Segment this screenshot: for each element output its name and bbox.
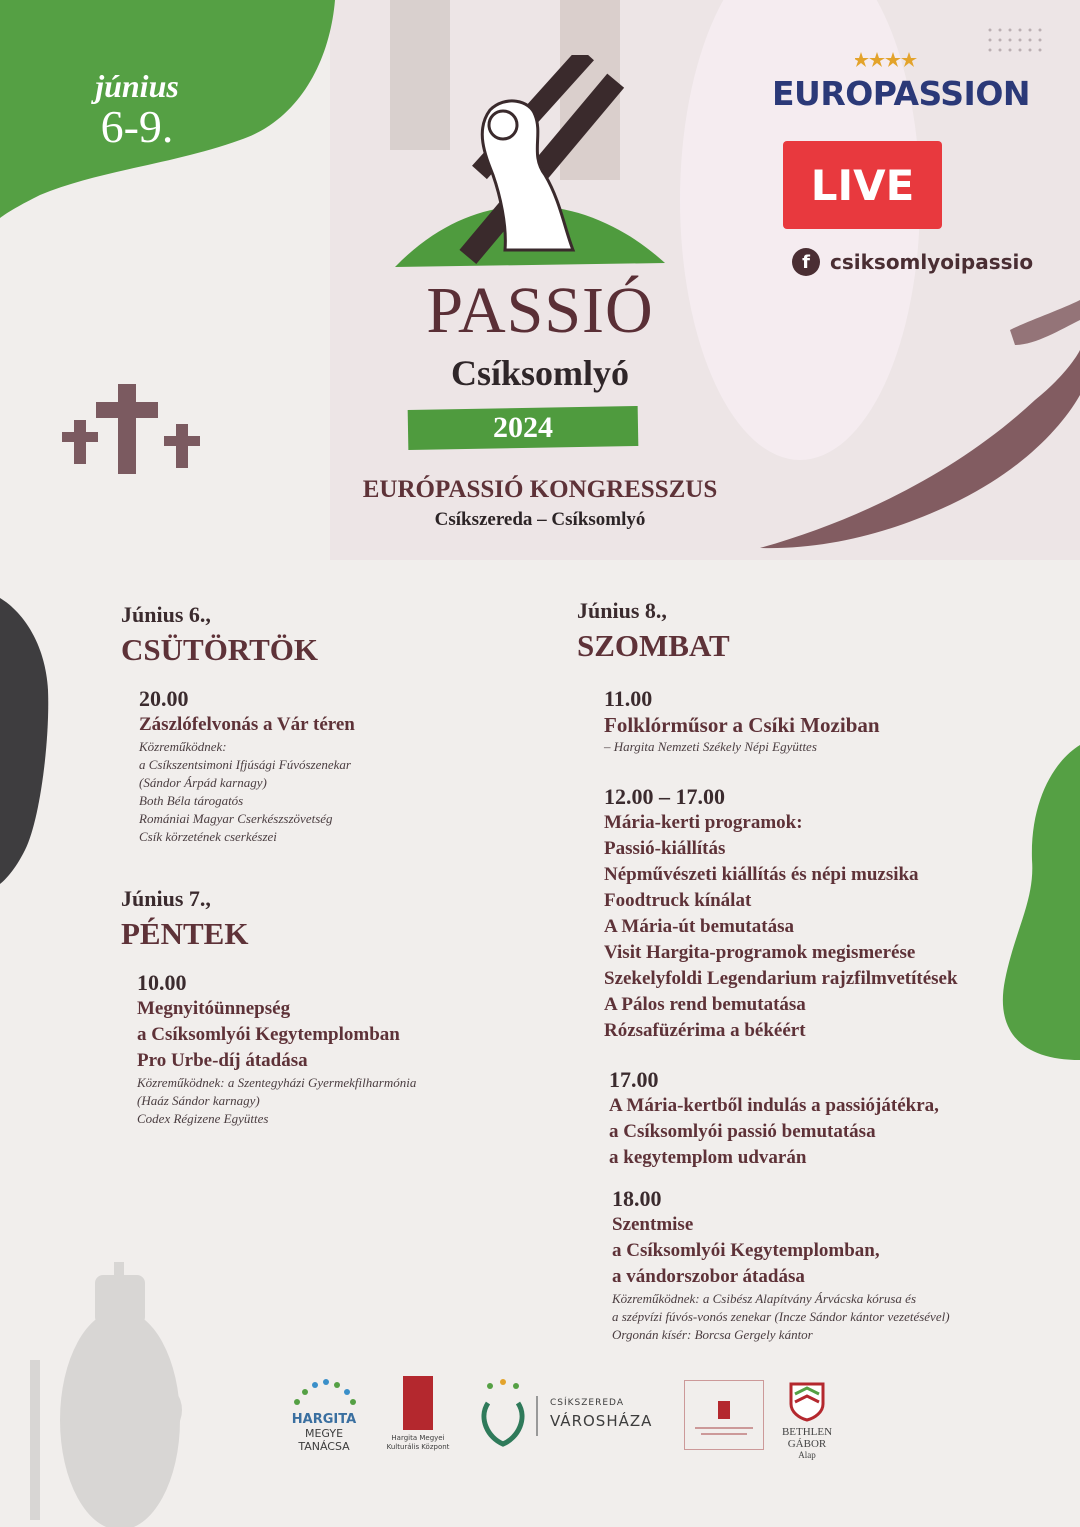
- event-title: Foodtruck kínálat: [604, 890, 752, 911]
- event-title: A Mária-kertből indulás a passiójátékra,: [609, 1095, 939, 1116]
- event-title: a Csíksomlyói passió bemutatása: [609, 1121, 876, 1142]
- sponsor-bethlen: [768, 1380, 846, 1460]
- event-title: Népművészeti kiállítás és népi muzsika: [604, 864, 919, 885]
- event-title: Mária-kerti programok:: [604, 812, 803, 833]
- day-name: SZOMBAT: [577, 628, 730, 663]
- sponsor-kulturalis: [383, 1376, 453, 1452]
- congress-subtitle: Csíkszereda – Csíksomlyó: [434, 509, 646, 530]
- live-button[interactable]: LIVE: [783, 141, 942, 229]
- event-note: a szépvízi fúvós-vonós zenekar (Incze Sándor kántor vezetésével): [612, 1309, 950, 1324]
- sponsor-text: CSÍKSZEREDA: [550, 1398, 624, 1408]
- kulturalis-logo-icon: [403, 1376, 433, 1430]
- brand-year: 2024: [493, 411, 553, 444]
- day-date: Június 8.,: [577, 598, 667, 623]
- brand-place: Csíksomlyó: [450, 353, 630, 393]
- event-sat-1: [604, 686, 880, 756]
- event-note: Codex Régizene Együttes: [137, 1111, 269, 1126]
- event-sat-3: [609, 1067, 939, 1171]
- sponsor-text: MEGYE: [304, 1427, 344, 1440]
- event-title: a Csíksomlyói Kegytemplomban: [137, 1024, 400, 1045]
- event-sat-4: [612, 1186, 950, 1344]
- event-note: Romániai Magyar Cserkészszövetség: [139, 811, 333, 826]
- sponsor-text: VÁROSHÁZA: [550, 1412, 653, 1430]
- event-thu-1: [139, 686, 355, 846]
- event-note: a Csíkszentsimoni Ifjúsági Fúvószenekar: [139, 757, 351, 772]
- coat-of-arms-icon: [685, 1381, 763, 1449]
- event-note: Orgonán kísér: Borcsa Gergely kántor: [612, 1327, 813, 1342]
- event-title: Passió-kiállítás: [604, 838, 726, 859]
- event-note: Közreműködnek:: [139, 739, 227, 754]
- event-title: a vándorszobor átadása: [612, 1266, 805, 1287]
- event-title: A Mária-út bemutatása: [604, 916, 794, 937]
- divider: [536, 1396, 538, 1436]
- sponsor-text: Hargita Megyei: [391, 1434, 445, 1442]
- event-title: a Csíksomlyói Kegytemplomban,: [612, 1240, 880, 1261]
- event-time: 12.00 – 17.00: [604, 784, 725, 809]
- event-note: (Haáz Sándor karnagy): [137, 1093, 260, 1108]
- facebook-handle: csiksomlyoipassio: [830, 250, 1034, 274]
- bethlen-shield-icon: [787, 1380, 827, 1422]
- event-time: 10.00: [137, 970, 187, 995]
- event-title: Rózsafüzérima a békéért: [604, 1020, 806, 1041]
- event-title: Folklórműsor a Csíki Moziban: [604, 713, 880, 737]
- day-header-saturday: [577, 598, 730, 664]
- date-days: 6-9.: [100, 101, 174, 152]
- day-date: Június 6.,: [121, 602, 211, 627]
- event-title: Megnyitóünnepség: [137, 998, 291, 1019]
- facebook-link[interactable]: [792, 248, 1033, 276]
- event-title: Visit Hargita-programok megismerése: [604, 942, 916, 963]
- sponsor-text: BETHLEN GÁBOR: [781, 1426, 833, 1450]
- europassion-logo: EUROPASSION: [772, 74, 1031, 113]
- event-note: (Sándor Árpád karnagy): [139, 775, 267, 790]
- sponsor-hargita: [278, 1378, 370, 1453]
- congress-title: EURÓPASSIÓ KONGRESSZUS: [362, 476, 718, 503]
- event-note: Közreműködnek: a Csibész Alapítvány Árvácska kórusa és: [612, 1291, 917, 1306]
- day-header-friday: [121, 886, 248, 952]
- day-header-thursday: [121, 602, 318, 668]
- event-note: – Hargita Nemzeti Székely Népi Együttes: [604, 739, 817, 754]
- event-time: 17.00: [609, 1067, 659, 1092]
- event-time: 20.00: [139, 686, 189, 711]
- event-time: 11.00: [604, 686, 653, 711]
- hargita-dots-icon: [289, 1378, 359, 1408]
- sponsor-text: Kulturális Központ: [386, 1443, 450, 1451]
- event-sat-2: [604, 784, 958, 1044]
- sponsor-text: Alap: [798, 1450, 816, 1460]
- event-note: Both Béla tárogatós: [139, 793, 244, 808]
- passion-logo-icon: [395, 55, 670, 285]
- event-title: Zászlófelvonás a Vár téren: [139, 714, 355, 735]
- sponsor-text: TANÁCSA: [298, 1440, 350, 1453]
- facebook-icon: f: [792, 248, 820, 276]
- event-title: a kegytemplom udvarán: [609, 1147, 807, 1168]
- day-date: Június 7.,: [121, 886, 211, 911]
- sponsor-government-emblem: [684, 1380, 764, 1450]
- csikszereda-logo-icon: [478, 1378, 528, 1448]
- date-month: június: [95, 68, 179, 104]
- sponsor-text: HARGITA: [291, 1412, 357, 1427]
- day-name: PÉNTEK: [121, 916, 249, 951]
- stars-icon: [855, 50, 925, 70]
- three-crosses-icon: [60, 384, 205, 476]
- event-title: Pro Urbe-díj átadása: [137, 1050, 308, 1071]
- event-note: Közreműködnek: a Szentegyházi Gyermekfilharmónia: [137, 1075, 417, 1090]
- brand-title: PASSIÓ: [426, 274, 654, 347]
- day-name: CSÜTÖRTÖK: [121, 632, 319, 667]
- event-fri-1: [137, 970, 416, 1128]
- event-note: Csík körzetének cserkészei: [139, 829, 277, 844]
- event-title: A Pálos rend bemutatása: [604, 994, 806, 1015]
- event-time: 18.00: [612, 1186, 662, 1211]
- sponsor-csikszereda: [478, 1378, 668, 1448]
- date-badge: [62, 70, 212, 150]
- event-title: Szentmise: [612, 1214, 694, 1235]
- event-title: Szekelyfoldi Legendarium rajzfilmvetítések: [604, 968, 958, 989]
